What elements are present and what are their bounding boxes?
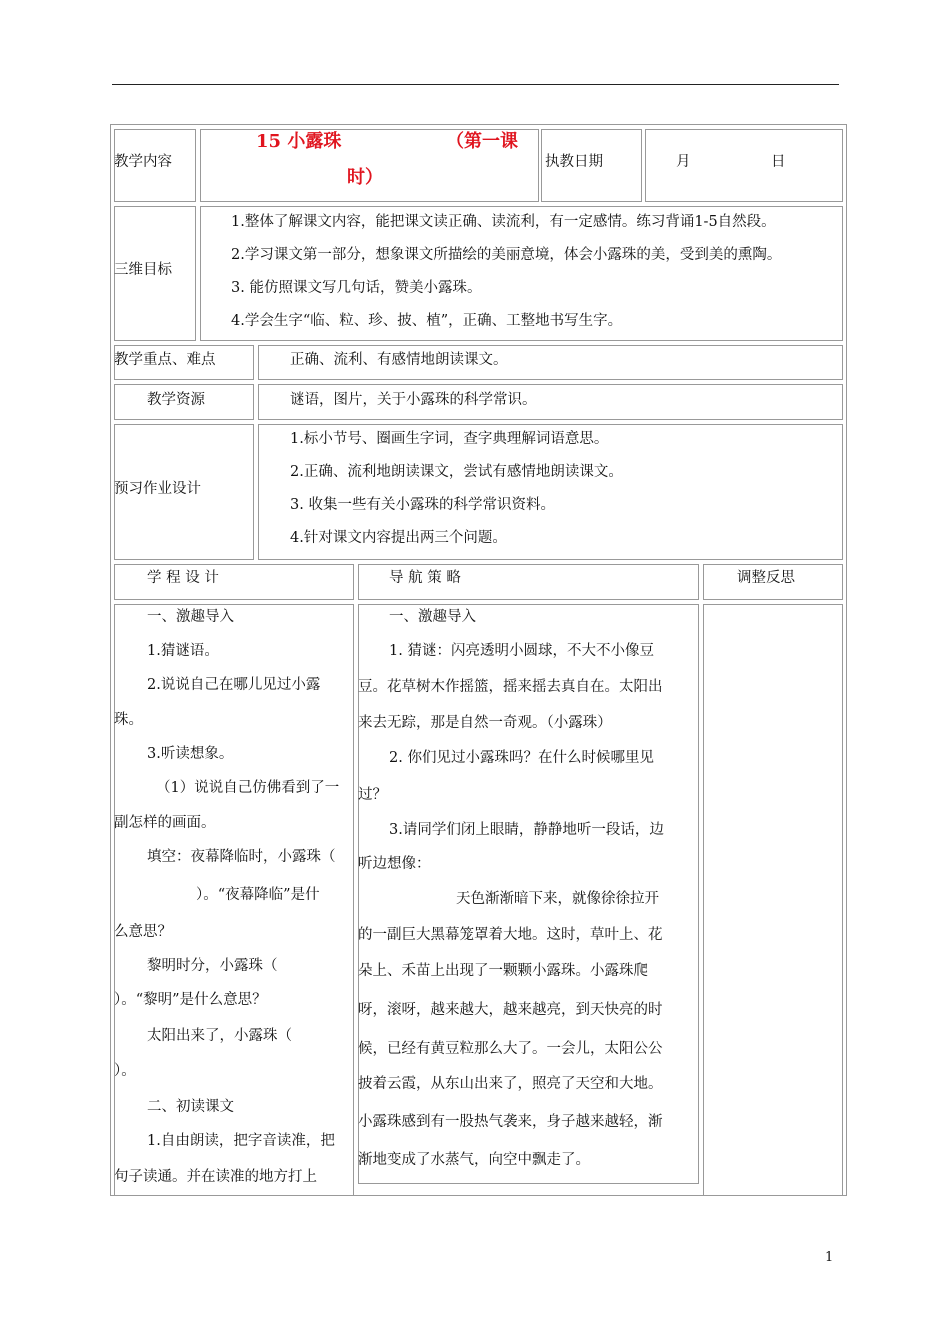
strategy-line: 来去无踪，那是自然一奇观。（小露珠） [358,715,612,731]
process-line: 一、激趣导入 [147,609,234,625]
preview-item: 3. 收集一些有关小露珠的科学常识资料。 [290,497,555,513]
process-line: 副怎样的画面。 [114,815,216,831]
content-label: 教学内容 [114,154,172,170]
process-line: （1）说说自己仿佛看到了一 [156,780,340,796]
date-value-cell [645,129,843,202]
process-line: 句子读通。并在读准的地方打上 [114,1169,317,1185]
strategy-line: 披着云霞，从东山出来了，照亮了天空和大地。 [358,1076,663,1092]
strategy-line: 渐地变成了水蒸气，向空中飘走了。 [358,1152,590,1168]
keypoints-text: 正确、流利、有感情地朗读课文。 [290,352,508,368]
goals-label: 三维目标 [114,262,172,278]
strategy-line: 2. 你们见过小露珠吗？在什么时候哪里见 [389,750,654,766]
preview-item: 4.针对课文内容提出两三个问题。 [290,530,507,546]
strategy-line: 的一副巨大黑幕笼罩着大地。这时，草叶上、花 [358,927,663,943]
strategy-line: 听边想像： [358,856,431,872]
process-line: 填空：夜幕降临时，小露珠（ [147,849,336,865]
goal-item: 2.学习课文第一部分，想象课文所描绘的美丽意境，体会小露珠的美，受到美的熏陶。 [231,247,782,263]
lesson-title-period-end: 时） [347,167,383,188]
header-rule [112,84,839,85]
strategy-line: 一、激趣导入 [389,609,476,625]
strategy-line: 1. 猜谜：闪亮透明小圆球，不大不小像豆 [389,643,654,659]
process-line: ）。“夜幕降临”是什 [196,887,320,903]
strategy-line: 小露珠感到有一股热气袭来，身子越来越轻，渐 [358,1114,663,1130]
process-line: 珠。 [114,712,143,728]
lesson-title: 15 小露珠 [256,131,342,152]
process-line: 么意思？ [114,924,172,940]
date-label: 执教日期 [545,154,603,170]
process-line: 1.自由朗读，把字音读准，把 [147,1133,335,1149]
strategy-line: 过？ [358,787,387,803]
strategy-line: 3.请同学们闭上眼睛，静静地听一段话，边 [389,822,664,838]
resources-text: 谜语，图片，关于小露珠的科学常识。 [290,392,537,408]
reflection-header: 调整反思 [737,570,795,586]
strategy-header: 导 航 策 略 [389,570,461,586]
strategy-line: 天色渐渐暗下来，就像徐徐拉开 [456,891,659,907]
process-line: 1.猜谜语。 [147,643,219,659]
process-line: 2.说说自己在哪儿见过小露 [147,677,321,693]
preview-item: 1.标小节号、圈画生字词，查字典理解词语意思。 [290,431,609,447]
goal-item: 1.整体了解课文内容，能把课文读正确、读流利，有一定感情。练习背诵1-5自然段。 [231,214,776,230]
reflection-body-cell [703,604,843,1196]
goal-item: 4.学会生字“临、粒、珍、披、植”，正确、工整地书写生字。 [231,313,623,329]
preview-item: 2.正确、流利地朗读课文，尝试有感情地朗读课文。 [290,464,623,480]
process-line: 黎明时分，小露珠（ [147,958,278,974]
date-day: 日 [771,154,786,170]
process-header: 学 程 设 计 [147,570,219,586]
process-line: ）。“黎明”是什么意思？ [114,992,267,1008]
goal-item: 3. 能仿照课文写几句话，赞美小露珠。 [231,280,482,296]
strategy-line: 豆。花草树木作摇篮，摇来摇去真自在。太阳出 [358,679,663,695]
process-line: 太阳出来了，小露珠（ [147,1028,292,1044]
page-number: 1 [825,1250,834,1265]
process-line: 3.听读想象。 [147,746,234,762]
date-month: 月 [676,154,691,170]
preview-label: 预习作业设计 [114,481,201,497]
strategy-line: 呀，滚呀，越来越大，越来越亮，到天快亮的时 [358,1002,663,1018]
keypoints-label: 教学重点、难点 [114,352,216,368]
process-line: ）。 [114,1063,136,1079]
resources-label: 教学资源 [147,392,205,408]
strategy-line: 朵上、禾苗上出现了一颗颗小露珠。小露珠爬 [358,963,648,979]
process-line: 二、初读课文 [147,1099,234,1115]
strategy-line: 候，已经有黄豆粒那么大了。一会儿，太阳公公 [358,1041,663,1057]
lesson-title-period: （第一课 [446,131,518,152]
